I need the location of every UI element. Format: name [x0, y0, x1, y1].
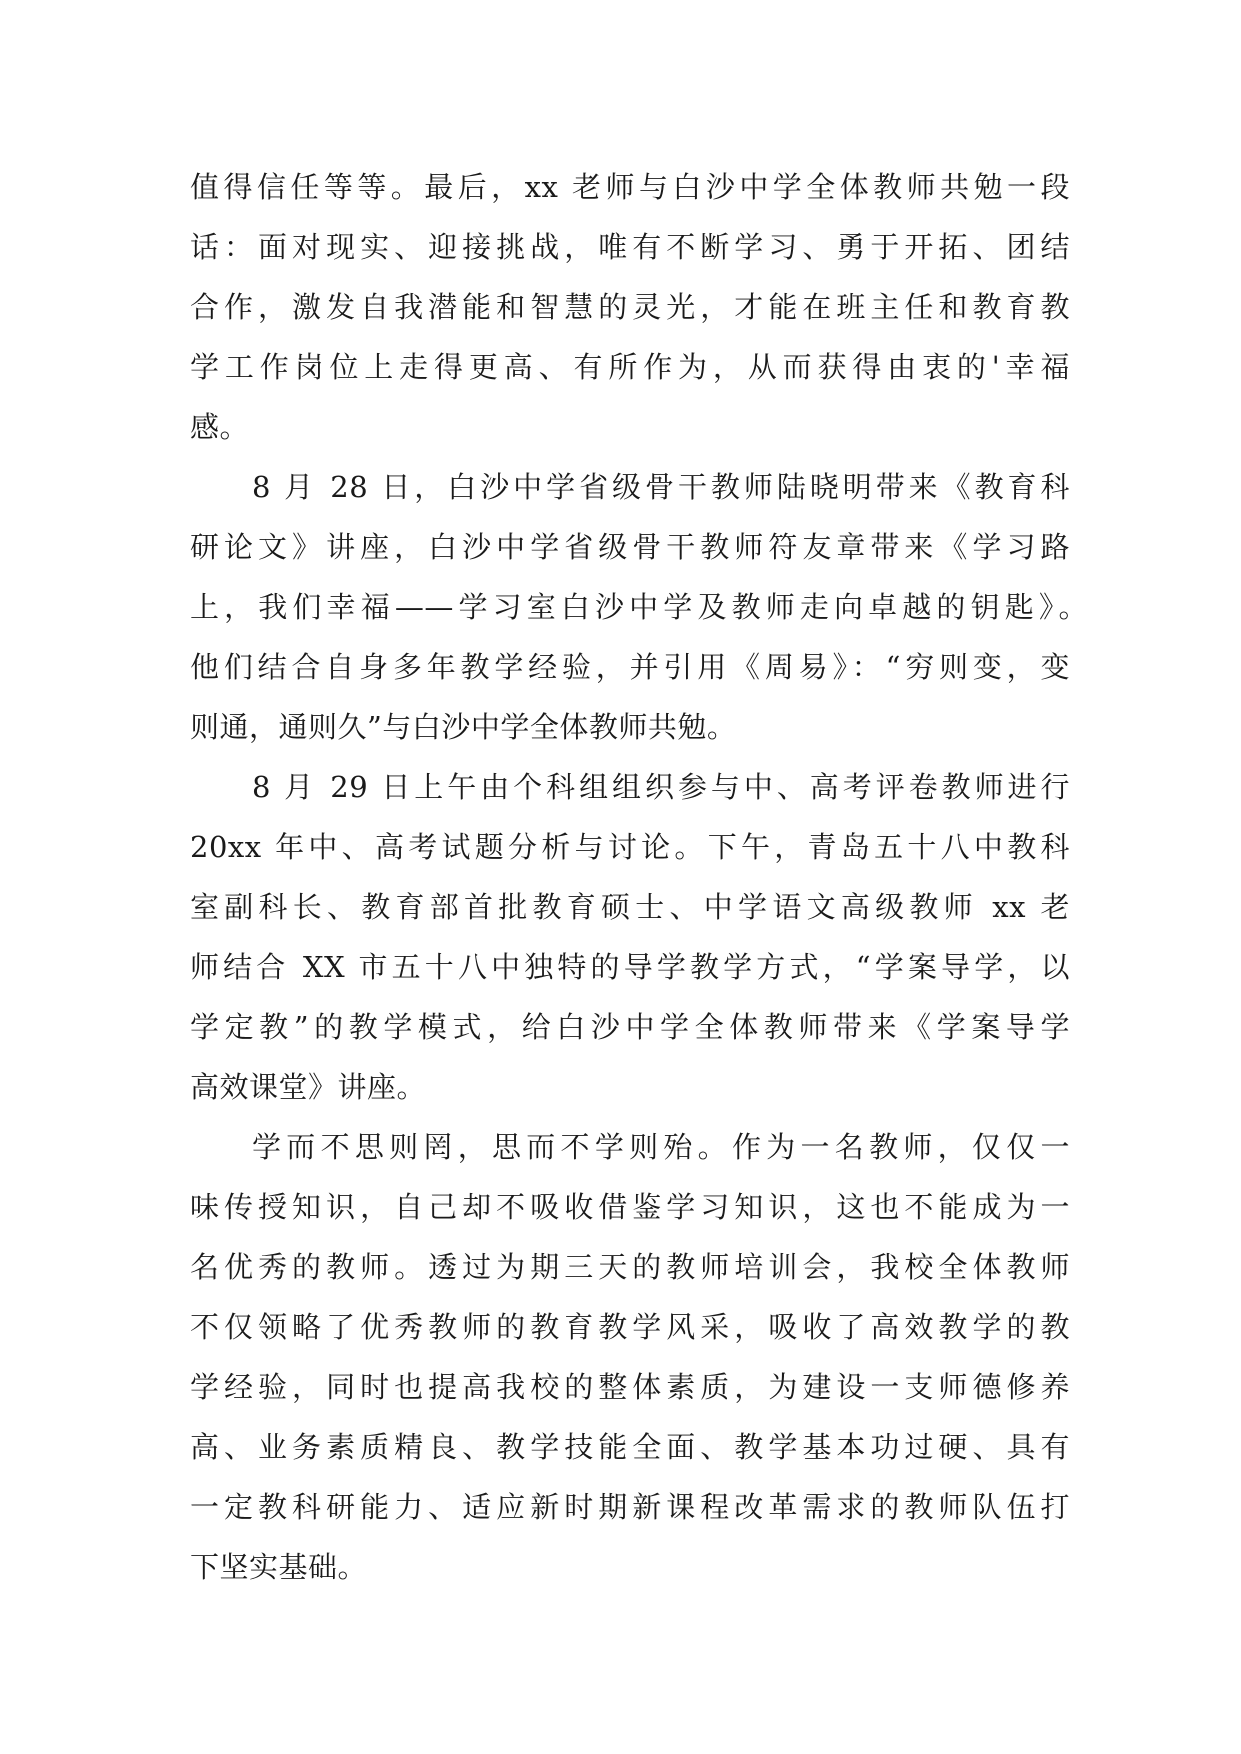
- text-line: 话：面对现实、迎接挑战，唯有不断学习、勇于开拓、团结: [190, 230, 1070, 264]
- text-line: 不仅领略了优秀教师的教育教学风采，吸收了高效教学的教: [190, 1310, 1070, 1344]
- text-line: 高效课堂》讲座。: [190, 1070, 427, 1104]
- text-line: 则通，通则久”与白沙中学全体教师共勉。: [190, 710, 737, 744]
- paragraph: [190, 457, 1088, 757]
- text-line: 他们结合自身多年教学经验，并引用《周易》：“穷则变，变: [190, 650, 1070, 684]
- text-line: 学而不思则罔，思而不学则殆。作为一名教师，仅仅一: [252, 1130, 1070, 1164]
- text-line: 8 月 28 日，白沙中学省级骨干教师陆晓明带来《教育科: [252, 470, 1070, 504]
- paragraph: [190, 757, 1070, 1117]
- text-line: 学工作岗位上走得更高、有所作为，从而获得由衷的'幸福: [190, 350, 1070, 384]
- document-body: [190, 157, 1088, 1597]
- text-line: 研论文》讲座，白沙中学省级骨干教师符友章带来《学习路: [190, 530, 1070, 564]
- text-line: 下坚实基础。: [190, 1550, 368, 1584]
- text-line: 20xx 年中、高考试题分析与讨论。下午，青岛五十八中教科: [190, 830, 1070, 864]
- text-line: 感。: [190, 410, 250, 444]
- text-line: 值得信任等等。最后，xx 老师与白沙中学全体教师共勉一段: [190, 170, 1070, 204]
- text-line: 高、业务素质精良、教学技能全面、教学基本功过硬、具有: [190, 1430, 1070, 1464]
- text-line: 8 月 29 日上午由个科组组织参与中、高考评卷教师进行: [252, 770, 1070, 804]
- text-line: 师结合 XX 市五十八中独特的导学教学方式，“学案导学，以: [190, 950, 1070, 984]
- text-line: 学定教”的教学模式，给白沙中学全体教师带来《学案导学: [190, 1010, 1070, 1044]
- text-line: 味传授知识，自己却不吸收借鉴学习知识，这也不能成为一: [190, 1190, 1070, 1224]
- text-line: 名优秀的教师。透过为期三天的教师培训会，我校全体教师: [190, 1250, 1070, 1284]
- text-line: 合作，激发自我潜能和智慧的灵光，才能在班主任和教育教: [190, 290, 1070, 324]
- paragraph: [190, 157, 1070, 457]
- paragraph: [190, 1117, 1070, 1597]
- text-line: 室副科长、教育部首批教育硕士、中学语文高级教师 xx 老: [190, 890, 1070, 924]
- text-line: 一定教科研能力、适应新时期新课程改革需求的教师队伍打: [190, 1490, 1070, 1524]
- text-line: 上，我们幸福——学习室白沙中学及教师走向卓越的钥匙》。: [190, 590, 1088, 624]
- text-line: 学经验，同时也提高我校的整体素质，为建设一支师德修养: [190, 1370, 1070, 1404]
